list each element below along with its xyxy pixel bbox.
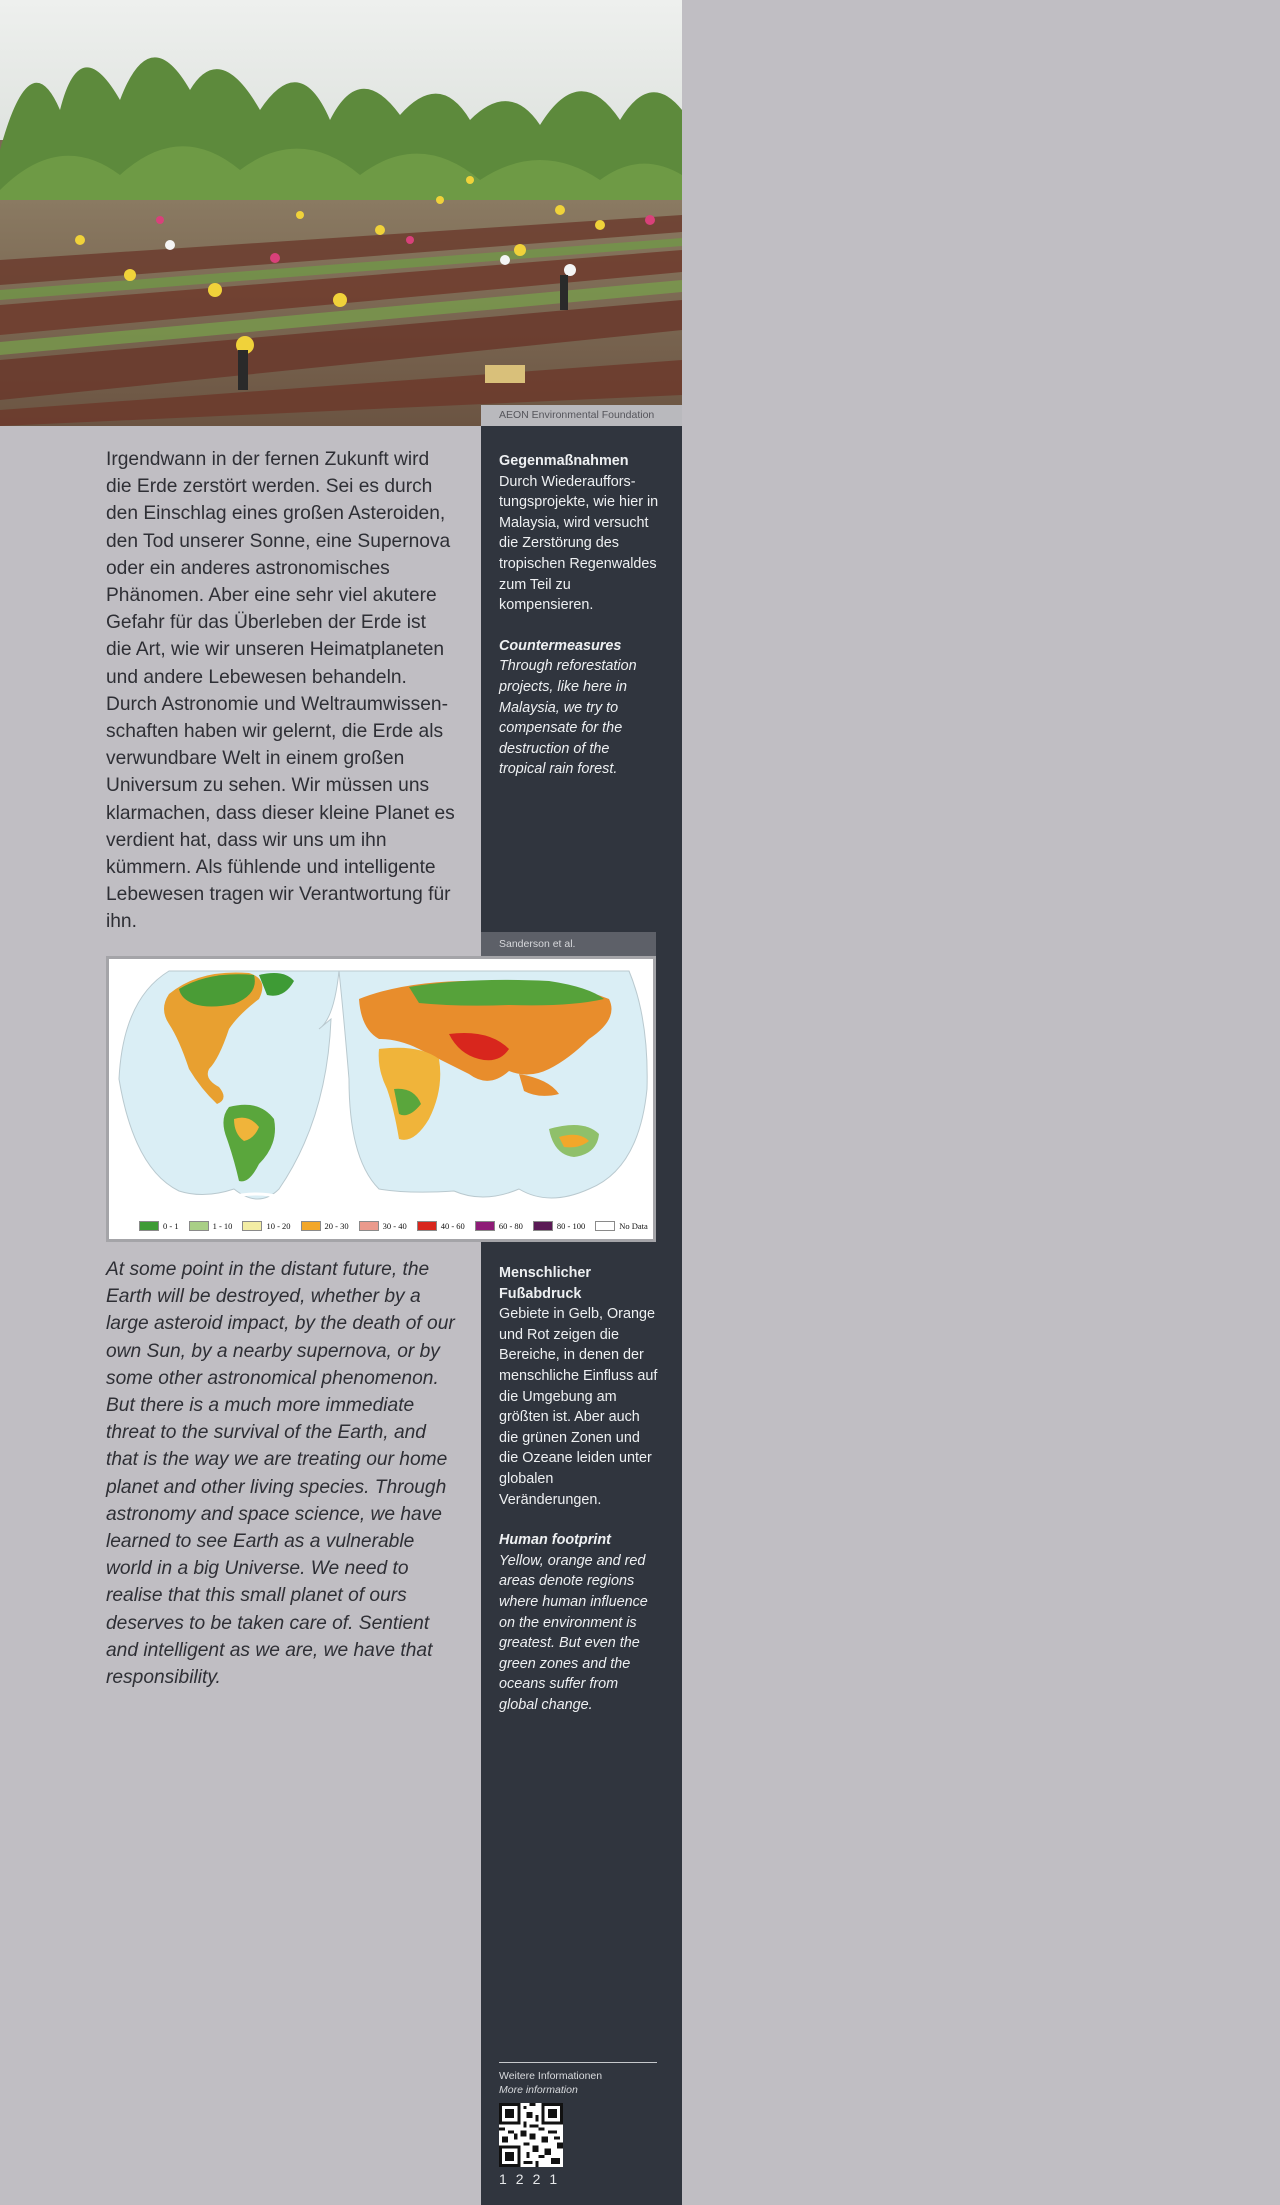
legend-swatch <box>242 1221 262 1231</box>
legend-item <box>475 1220 523 1232</box>
caption-text-de: Gebiete in Gelb, Orange und Rot zeigen die Bereiche, in denen der menschliche Einfluss auf die Umgebung am größten ist. Aber auch die grünen Zonen und die Ozeane leiden unter globalen Veränderungen. <box>499 1306 658 1508</box>
legend-swatch <box>189 1221 209 1231</box>
more-info-label-en: More information <box>499 2084 578 2096</box>
more-info-label-de: Weitere Informationen <box>499 2070 603 2082</box>
caption-title-de: Menschlicher Fußabdruck <box>499 1265 591 1302</box>
caption-text-de: Durch Wiederaufforstungsprojekte, wie hier in Malaysia, wird versucht die Zerstörung des tropischen Regenwaldes zum Teil zu kompensieren. <box>499 473 659 614</box>
legend-swatch <box>139 1221 159 1231</box>
legend-label: 0 - 1 <box>163 1221 179 1231</box>
body-text-german: Irgendwann in der fernen Zukunft wird die Erde zerstört werden. Sei es durch den Einschlag eines großen Asteroiden, den Tod unserer Sonne, eine Supernova oder ein anderes astronomisches Phänomen. Aber eine sehr viel akutere Gefahr für das Überleben der Erde ist die Art, wie wir unseren Heimatplaneten und andere Lebewesen behandeln. Durch Astronomie und Weltraumwissenschaften haben wir gelernt, die Erde als verwundbare Welt in einem großen Universum zu sehen. Wir müssen uns klarmachen, dass dieser kleine Planet es verdient hat, dass wir uns um ihn kümmern. Als fühlende und intelligente Lebewesen tragen wir Verantwortung für ihn. <box>106 449 455 933</box>
legend-swatch <box>595 1221 615 1231</box>
caption-title-de: Gegenmaßnahmen <box>499 453 629 469</box>
caption-footprint <box>499 1263 659 1715</box>
legend-item <box>301 1220 349 1232</box>
qr-code[interactable] <box>499 2103 563 2167</box>
legend-swatch <box>359 1221 379 1231</box>
caption-title-en: Human footprint <box>499 1532 611 1549</box>
legend-item <box>189 1220 233 1232</box>
legend-label: 40 - 60 <box>440 1221 465 1231</box>
caption-title-en: Countermeasures <box>499 637 622 654</box>
legend-label: No Data <box>619 1221 648 1231</box>
caption-english <box>499 1530 659 1715</box>
legend-item <box>359 1220 407 1232</box>
legend-label: 10 - 20 <box>266 1221 291 1231</box>
legend-swatch <box>301 1221 321 1231</box>
caption-text-en: Yellow, orange and red areas denote regions where human influence on the environment is greatest. But even the green zones and the oceans suffer from global change. <box>499 1552 648 1713</box>
legend-item <box>242 1220 290 1232</box>
caption-text-en: Through reforestation projects, like here in Malaysia, we try to compensate for the destruction of the tropical rain forest. <box>499 658 637 778</box>
legend-item <box>595 1220 648 1232</box>
legend-swatch <box>417 1221 437 1231</box>
legend-item <box>139 1220 179 1232</box>
map-legend <box>139 1220 658 1232</box>
legend-item <box>417 1220 465 1232</box>
map-credit: Sanderson et al. <box>481 932 656 956</box>
qr-number: 1221 <box>499 2171 567 2187</box>
photo-credit: AEON Environmental Foundation <box>481 405 682 426</box>
map-canvas <box>109 959 653 1239</box>
reforestation-photo <box>0 0 682 426</box>
body-text-english: At some point in the distant future, the Earth will be destroyed, whether by a large asteroid impact, by the death of our own Sun, by a nearby supernova, or by some other astronomical phenomenon. But there is a much more immediate threat to the survival of the Earth, and that is the way we are treating our home planet and other living species. Through astronomy and space science, we have learned to see Earth as a vulnerable world in a big Universe. We need to realise that this small planet of ours deserves to be taken care of. Sentient and intelligent as we are, we have that responsibility. <box>106 1259 455 1689</box>
legend-label: 30 - 40 <box>382 1221 407 1231</box>
legend-label: 20 - 30 <box>324 1221 349 1231</box>
legend-swatch <box>533 1221 553 1231</box>
legend-label: 60 - 80 <box>498 1221 523 1231</box>
caption-countermeasures <box>499 451 659 780</box>
legend-swatch <box>475 1221 495 1231</box>
caption-english <box>499 636 659 780</box>
human-footprint-map <box>106 956 656 1242</box>
legend-item <box>533 1220 585 1232</box>
legend-label: 80 - 100 <box>556 1221 586 1231</box>
divider <box>499 2062 657 2063</box>
legend-label: 1 - 10 <box>212 1221 233 1231</box>
